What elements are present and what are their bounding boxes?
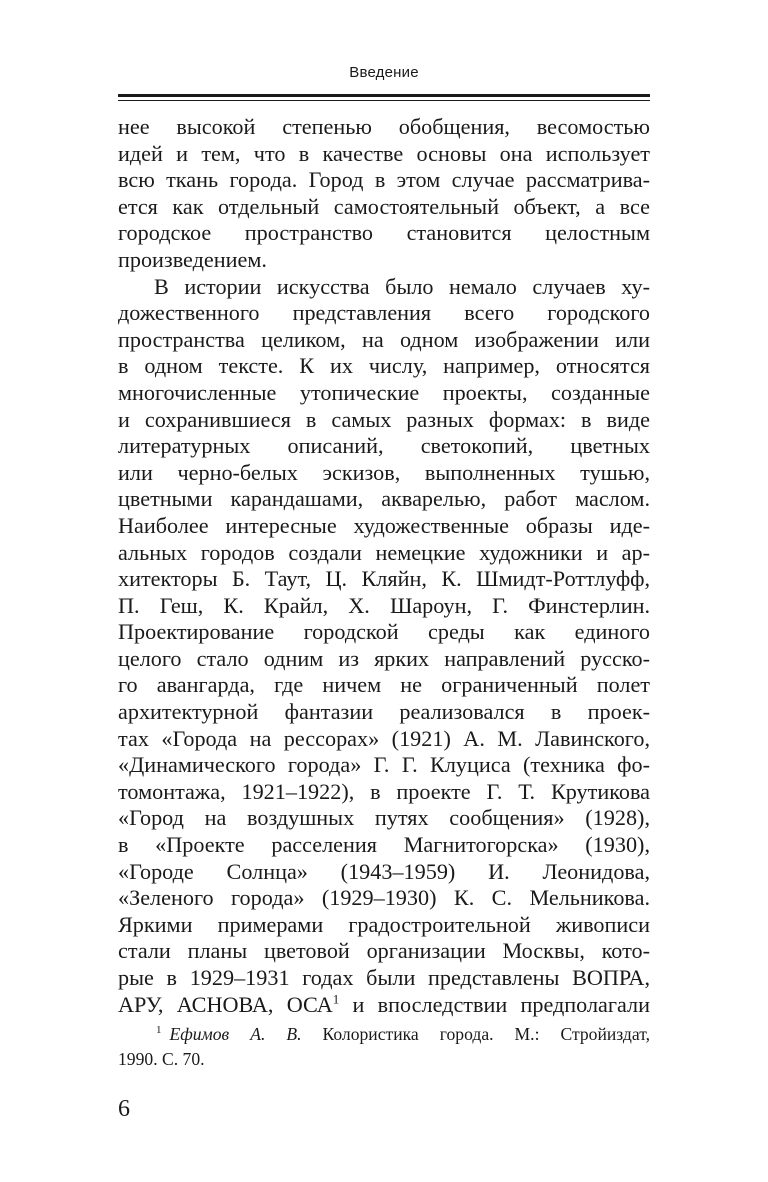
text-line: целого стало одним из ярких направлений русско-	[118, 645, 650, 671]
text-line: многочисленные утопические проекты, созданные	[118, 379, 650, 405]
text-fragment: и впоследствии предполагали	[339, 991, 650, 1017]
text-line: архитектурной фантазии реализовался в проек-	[118, 699, 650, 725]
text-line: городское пространство становится целостным	[118, 220, 650, 246]
text-line: цветными карандашами, акварелью, работ маслом.	[118, 486, 650, 512]
text-line: В истории искусства было немало случаев ху-	[154, 273, 650, 299]
text-line: пространства целиком, на одном изображении или	[118, 326, 650, 352]
text-line: альных городов создали немецкие художники и ар-	[118, 539, 650, 565]
text-line: всю ткань города. Город в этом случае рассматрива-	[118, 167, 650, 193]
footnote-line	[118, 1022, 650, 1047]
text-line: хитекторы Б. Таут, Ц. Кляйн, К. Шмидт-Роттлуфф,	[118, 566, 650, 592]
text-line: го авангарда, где ничем не ограниченный полет	[118, 672, 650, 698]
footnote-reference[interactable]: 1	[332, 991, 340, 1007]
text-line: нее высокой степенью обобщения, весомостью	[118, 114, 650, 139]
text-line: в одном тексте. К их числу, например, относятся	[118, 353, 650, 379]
footnote	[118, 1022, 650, 1072]
text-line: литературных описаний, светокопий, цветных	[118, 433, 650, 459]
text-line: в «Проекте расселения Магнитогорска» (1930),	[118, 832, 650, 858]
running-header: Введение	[349, 64, 419, 81]
page-number: 6	[118, 1096, 130, 1122]
text-line: П. Геш, К. Крайл, Х. Шароун, Г. Финстерлин.	[118, 592, 650, 618]
text-line: «Динамического города» Г. Г. Клуциса (техника фо-	[118, 752, 650, 778]
text-line: ется как отдельный самостоятельный объект, а все	[118, 193, 650, 219]
footnote-author: Ефимов А. В.	[169, 1024, 302, 1044]
text-line: Проектирование городской среды как единого	[118, 619, 650, 645]
footnote-line: 1990. С. 70.	[118, 1049, 205, 1069]
text-line: «Город на воздушных путях сообщения» (1928),	[118, 805, 650, 831]
text-line: рые в 1929–1931 годах были представлены ВОПРА,	[118, 965, 650, 990]
header-rule-thin	[118, 100, 650, 101]
body-text	[118, 114, 650, 1018]
header-rule-thick	[118, 94, 650, 97]
text-line: произведением.	[118, 246, 267, 272]
text-line: или черно-белых эскизов, выполненных тушью,	[118, 459, 650, 485]
text-line: и сохранившиеся в самых разных формах: в виде	[118, 406, 650, 432]
text-line: «Городе Солнца» (1943–1959) И. Леонидова,	[118, 858, 650, 884]
text-line: идей и тем, что в качестве основы она использует	[118, 140, 650, 166]
text-fragment: АРУ, АСНОВА, ОСА	[118, 991, 333, 1017]
text-line: «Зеленого города» (1929–1930) К. С. Мельникова.	[118, 885, 650, 911]
footnote-mark: 1	[156, 1024, 162, 1037]
text-line: томонтажа, 1921–1922), в проекте Г. Т. Крутикова	[118, 778, 650, 804]
text-line-with-footnote	[118, 992, 650, 1019]
text-line: дожественного представления всего городского	[118, 300, 650, 326]
text-line: стали планы цветовой организации Москвы, кото-	[118, 938, 650, 964]
footnote-text: Колористика города. М.: Стройиздат,	[301, 1024, 650, 1044]
text-line: Наиболее интересные художественные образы иде-	[118, 512, 650, 538]
text-line: тах «Города на рессорах» (1921) А. М. Лавинского,	[118, 725, 650, 751]
text-line: Яркими примерами градостроительной живописи	[118, 911, 650, 937]
